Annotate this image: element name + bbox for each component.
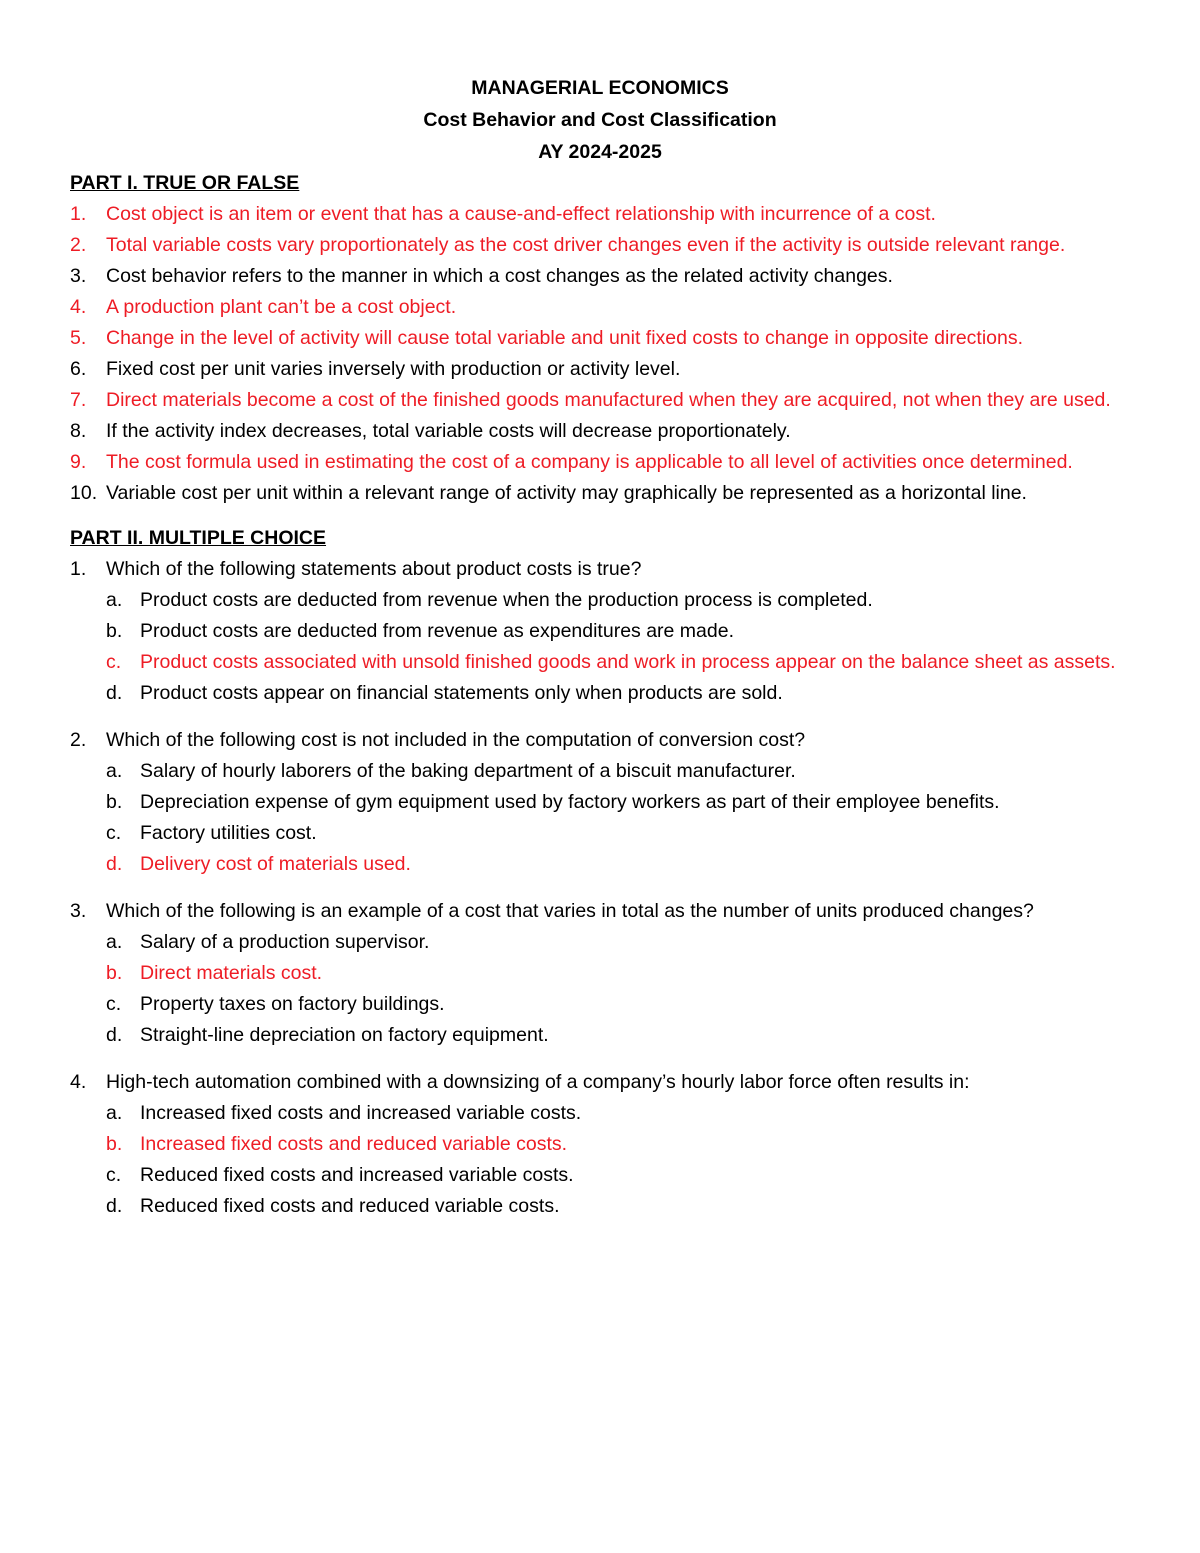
mc-question-text: Which of the following cost is not included in the computation of conversion cost? [106,729,806,751]
mc-question [70,725,1130,880]
mc-option [106,818,1130,849]
tf-item-number: 7. [70,389,87,411]
mc-question [70,1067,1130,1222]
mc-option [106,989,1130,1020]
mc-option [106,678,1130,709]
tf-item [70,261,1130,292]
tf-item [70,385,1130,416]
mc-option-text: Reduced fixed costs and reduced variable costs. [140,1195,560,1217]
mc-option [106,1191,1130,1222]
mc-option-text: Product costs are deducted from revenue when the production process is completed. [140,589,873,611]
mc-options [106,927,1130,1051]
mc-option-text: Salary of a production supervisor. [140,931,430,953]
tf-item [70,323,1130,354]
mc-question-number: 2. [70,729,87,751]
mc-option-text: Product costs are deducted from revenue as expenditures are made. [140,620,734,642]
mc-option-letter: b. [106,962,123,984]
tf-item-number: 4. [70,296,87,318]
mc-question-text: Which of the following is an example of a cost that varies in total as the number of units produced changes? [106,900,1034,922]
tf-item [70,478,1130,509]
mc-option [106,585,1130,616]
mc-option-letter: d. [106,682,123,704]
mc-option-text: Delivery cost of materials used. [140,853,411,875]
mc-option [106,616,1130,647]
academic-year: AY 2024-2025 [538,141,662,163]
tf-item-text: Variable cost per unit within a relevant range of activity may graphically be represented as a horizontal line. [106,482,1027,504]
tf-item-number: 5. [70,327,87,349]
tf-item-text: Total variable costs vary proportionately as the cost driver changes even if the activity is outside relevant range. [106,234,1066,256]
course-title: MANAGERIAL ECONOMICS [471,77,729,99]
mc-question-number: 3. [70,900,87,922]
tf-item [70,292,1130,323]
mc-option-text: Product costs associated with unsold finished goods and work in process appear on the balance sheet as assets. [140,651,1116,673]
mc-option-text: Increased fixed costs and reduced variable costs. [140,1133,568,1155]
tf-item-text: The cost formula used in estimating the cost of a company is applicable to all level of activities once determined. [106,451,1073,473]
mc-option-text: Reduced fixed costs and increased variable costs. [140,1164,574,1186]
mc-option [106,1098,1130,1129]
tf-item-text: Direct materials become a cost of the finished goods manufactured when they are acquired, not when they are used. [106,389,1111,411]
mc-option-letter: a. [106,1102,123,1124]
mc-option-letter: d. [106,853,123,875]
mc-question [70,896,1130,1051]
mc-options [106,1098,1130,1222]
mc-option [106,927,1130,958]
mc-option-letter: c. [106,993,122,1015]
tf-item [70,230,1130,261]
mc-option-letter: b. [106,1133,123,1155]
mc-option-letter: d. [106,1195,123,1217]
true-false-list [70,199,1130,509]
tf-item-text: Fixed cost per unit varies inversely with production or activity level. [106,358,681,380]
tf-item-text: Cost behavior refers to the manner in which a cost changes as the related activity changes. [106,265,893,287]
tf-item [70,354,1130,385]
mc-option-letter: c. [106,1164,122,1186]
tf-item [70,416,1130,447]
tf-item-text: If the activity index decreases, total variable costs will decrease proportionately. [106,420,791,442]
tf-item-number: 1. [70,203,87,225]
mc-question-text: High-tech automation combined with a downsizing of a company’s hourly labor force often results in: [106,1071,970,1093]
mc-option-text: Product costs appear on financial statements only when products are sold. [140,682,783,704]
mc-option [106,1129,1130,1160]
mc-options [106,756,1130,880]
mc-option-letter: c. [106,822,122,844]
mc-option-letter: c. [106,651,122,673]
mc-option-text: Salary of hourly laborers of the baking department of a biscuit manufacturer. [140,760,796,782]
tf-item-number: 10. [70,482,98,504]
tf-item-text: A production plant can’t be a cost object. [106,296,457,318]
mc-option [106,1160,1130,1191]
tf-item-number: 9. [70,451,87,473]
mc-option-letter: b. [106,791,123,813]
mc-option [106,756,1130,787]
part2-title: PART II. MULTIPLE CHOICE [70,527,327,549]
mc-question-number: 1. [70,558,87,580]
document-page [70,0,1130,1222]
tf-item [70,199,1130,230]
mc-option-letter: a. [106,760,123,782]
mc-option-text: Straight-line depreciation on factory equipment. [140,1024,549,1046]
mc-option-letter: b. [106,620,123,642]
mc-option-text: Direct materials cost. [140,962,323,984]
topic-title: Cost Behavior and Cost Classification [423,109,777,131]
tf-item-text: Change in the level of activity will cause total variable and unit fixed costs to change in opposite directions. [106,327,1024,349]
mc-option-text: Increased fixed costs and increased variable costs. [140,1102,582,1124]
mc-option-text: Factory utilities cost. [140,822,317,844]
mc-options [106,585,1130,709]
mc-option-text: Depreciation expense of gym equipment used by factory workers as part of their employee benefits. [140,791,1000,813]
mc-option [106,849,1130,880]
mc-option-text: Property taxes on factory buildings. [140,993,445,1015]
tf-item-number: 2. [70,234,87,256]
mc-question-text: Which of the following statements about product costs is true? [106,558,642,580]
mc-option [106,958,1130,989]
mc-option [106,647,1130,678]
mc-question [70,554,1130,709]
multiple-choice-list [70,554,1130,1222]
tf-item-text: Cost object is an item or event that has a cause-and-effect relationship with incurrence of a cost. [106,203,936,225]
mc-question-number: 4. [70,1071,87,1093]
mc-option-letter: d. [106,1024,123,1046]
tf-item [70,447,1130,478]
mc-option-letter: a. [106,589,123,611]
tf-item-number: 3. [70,265,87,287]
tf-item-number: 8. [70,420,87,442]
tf-item-number: 6. [70,358,87,380]
mc-option [106,1020,1130,1051]
mc-option [106,787,1130,818]
mc-option-letter: a. [106,931,123,953]
part1-title: PART I. TRUE OR FALSE [70,172,300,194]
